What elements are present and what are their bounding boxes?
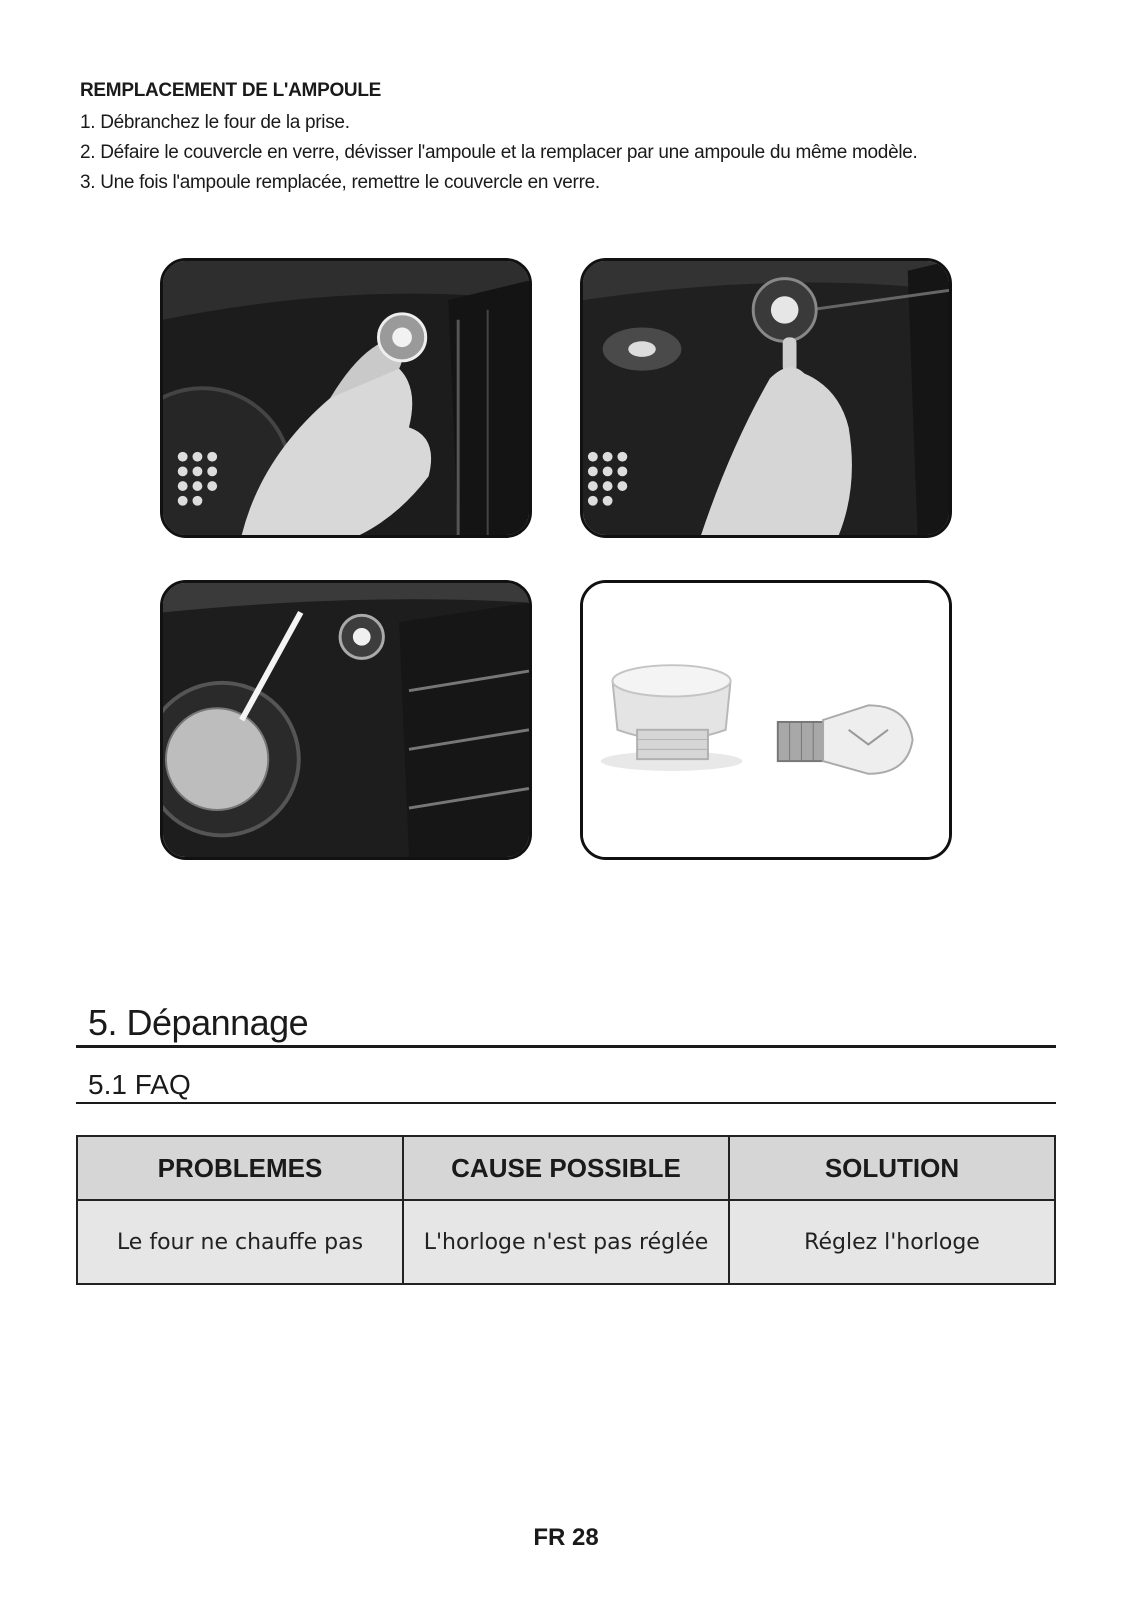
faq-header-row [77,1136,1055,1200]
photo-cover-and-bulb [580,580,952,860]
chapter-divider [76,1045,1056,1048]
cell-problem: Le four ne chauffe pas [77,1200,403,1284]
photo-oven-lamp [160,580,532,860]
photo-unscrew-cover [160,258,532,538]
cell-solution: Réglez l'horloge [729,1200,1055,1284]
photo-remove-bulb [580,258,952,538]
step-1: 1. Débranchez le four de la prise. [80,112,350,133]
chapter-heading: 5. Dépannage [88,1002,309,1043]
steps-list [80,108,918,198]
section-title: REMPLACEMENT DE L'AMPOULE [80,80,382,101]
page-number: FR 28 [533,1524,599,1551]
step-3: 3. Une fois l'ampoule remplacée, remettre le couvercle en verre. [80,172,600,193]
header-problems: PROBLEMES [77,1136,403,1200]
table-row [77,1200,1055,1284]
section-divider [76,1102,1056,1104]
faq-table [76,1135,1056,1285]
cell-cause: L'horloge n'est pas réglée [403,1200,729,1284]
header-solution: SOLUTION [729,1136,1055,1200]
section-heading: 5.1 FAQ [88,1069,191,1100]
header-cause: CAUSE POSSIBLE [403,1136,729,1200]
step-2: 2. Défaire le couvercle en verre, dévisser l'ampoule et la remplacer par une ampoule du même modèle. [80,142,918,163]
